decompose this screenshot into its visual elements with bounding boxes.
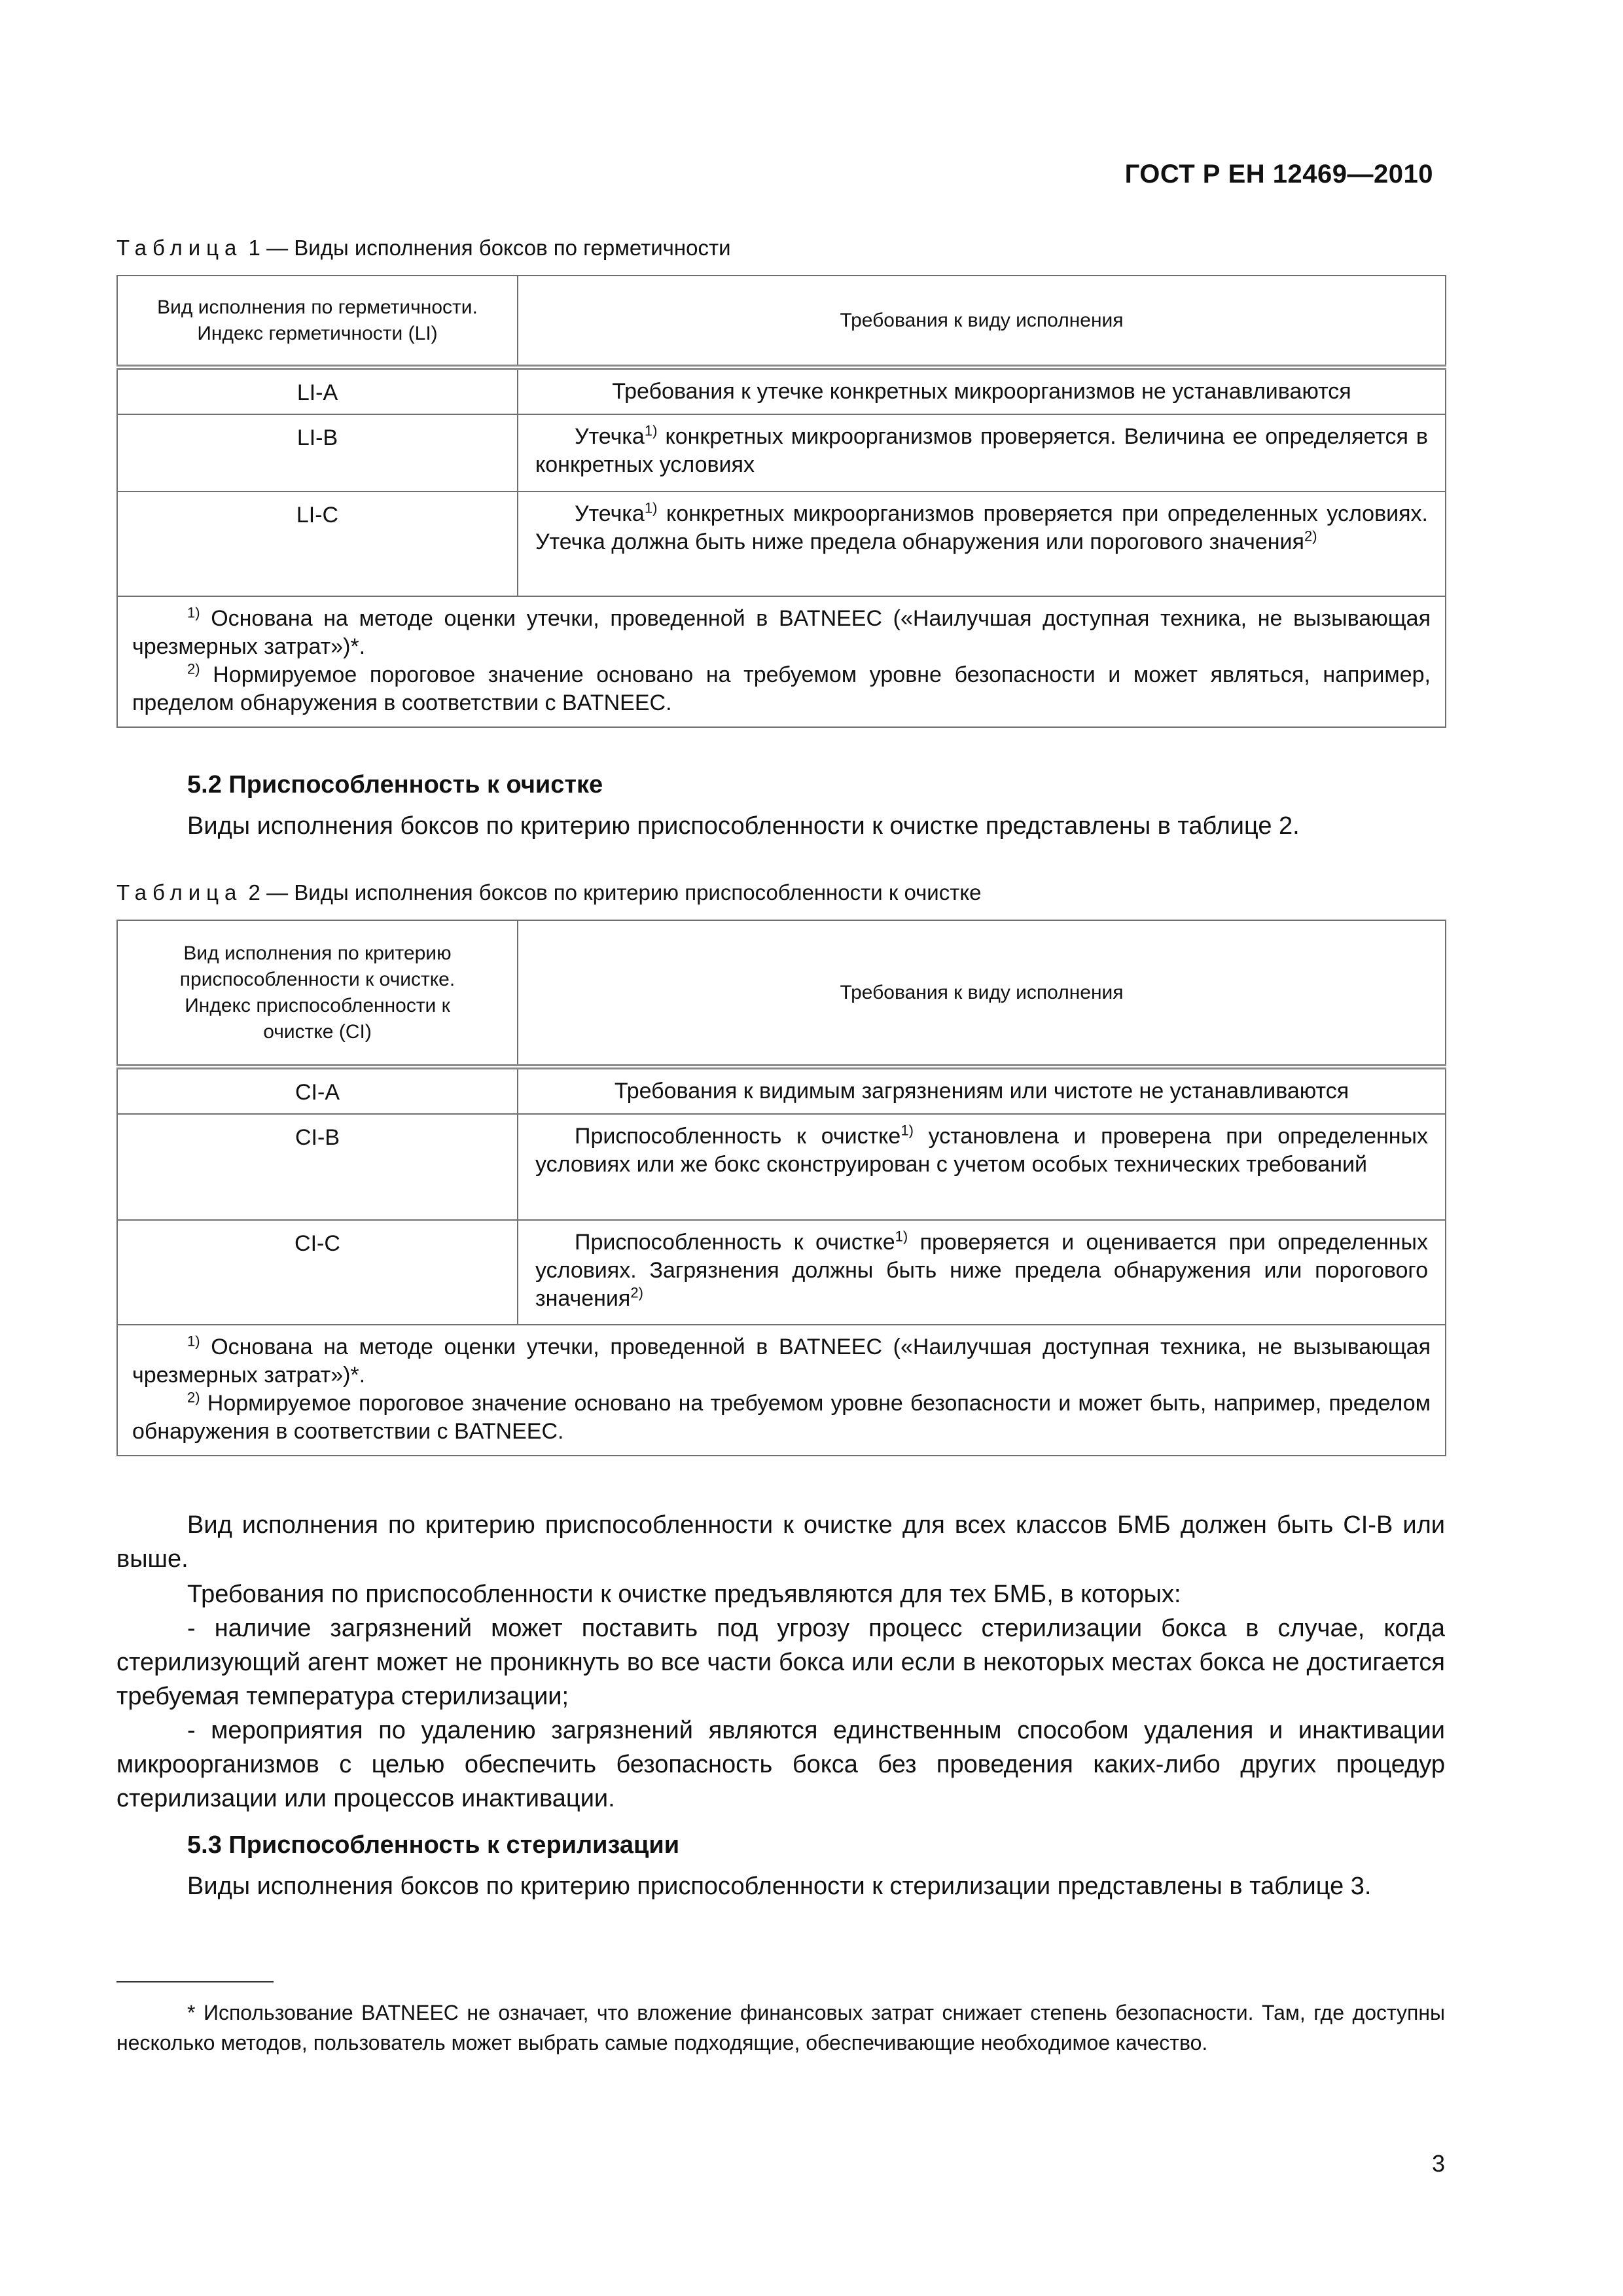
table-row xyxy=(117,1220,1446,1325)
note-text: Основана на методе оценки утечки, проведенной в BATNEEC («Наилучшая доступная техника, не вызывающая чрезмерных затрат»)*. xyxy=(132,606,1431,659)
table1-notes xyxy=(117,596,1446,727)
table-cell-requirement xyxy=(518,1220,1446,1325)
footnote-ref: 1) xyxy=(895,1228,908,1245)
table2-col1-header: Вид исполнения по критерию приспособленности к очистке. Индекс приспособленности к очистке (CI) xyxy=(117,920,518,1067)
table-row xyxy=(117,492,1446,596)
footnote-ref: 1) xyxy=(644,499,658,516)
list-item: - мероприятия по удалению загрязнений являются единственным способом удаления и инактивации микроорганизмов с целью обеспечить безопасность бокса без проведения каких-либо других процедур стерилизации или процессов инактивации. xyxy=(116,1717,1445,1812)
section-5-2-text: Виды исполнения боксов по критерию приспособленности к очистке представлены в таблице 2. xyxy=(187,812,1300,840)
table-cell-requirement: Требования к видимым загрязнениям или чистоте не устанавливаются xyxy=(518,1067,1446,1114)
footnote: * Использование BATNEEC не означает, что вложение финансовых затрат снижает степень безопасности. Там, где доступны несколько методов, пользователь может выбрать самые подходящие, обеспечивающие необходимое качество. xyxy=(116,2001,1445,2054)
table2-notes-row xyxy=(117,1325,1446,1456)
table-cell-requirement xyxy=(518,1114,1446,1220)
requirement-text: Приспособленность к очистке xyxy=(575,1124,901,1149)
table-note xyxy=(132,605,1431,661)
paragraph-requirements-intro: Требования по приспособленности к очистке предъявляются для тех БМБ, в которых: xyxy=(187,1581,1181,1608)
table-note xyxy=(132,1333,1431,1390)
table-cell-requirement xyxy=(518,492,1446,596)
section-5-3-heading: 5.3 Приспособленность к стерилизации xyxy=(187,1831,680,1859)
table-cell-code: LI-B xyxy=(117,414,518,492)
table-note xyxy=(132,1390,1431,1446)
requirement-text: установлена и проверена при определенных условиях или же бокс сконструирован с учетом особых технических требований xyxy=(535,1124,1428,1177)
table-row xyxy=(117,1067,1446,1114)
table1-header-row xyxy=(117,276,1446,367)
table-cell-code: LI-C xyxy=(117,492,518,596)
table-note xyxy=(132,661,1431,717)
table-cell-code: CI-A xyxy=(117,1067,518,1114)
table1 xyxy=(116,275,1446,728)
table-cell-requirement xyxy=(518,414,1446,492)
note-mark: 2) xyxy=(187,660,200,677)
document-code: ГОСТ Р ЕН 12469—2010 xyxy=(1124,160,1433,188)
table-row xyxy=(117,1114,1446,1220)
requirement-text: проверяется и оценивается при определенных условиях. Загрязнения должны быть ниже предела обнаружения или порогового значения xyxy=(535,1230,1428,1311)
table1-col2-header: Требования к виду исполнения xyxy=(518,276,1446,367)
table-cell-code: CI-B xyxy=(117,1114,518,1220)
note-text: Нормируемое пороговое значение основано на требуемом уровне безопасности и может являться, например, пределом обнаружения в соответствии с BATNEEC. xyxy=(132,662,1431,715)
note-mark: 1) xyxy=(187,604,200,621)
list-item: - наличие загрязнений может поставить под угрозу процесс стерилизации бокса в случае, когда стерилизующий агент может не проникнуть во все части бокса или если в некоторых местах бокса не достигается требуемая температура стерилизации; xyxy=(116,1615,1445,1710)
table1-col1-header: Вид исполнения по герметичности. Индекс герметичности (LI) xyxy=(117,276,518,367)
requirement-text: конкретных микроорганизмов проверяется. Величина ее определяется в конкретных условиях xyxy=(535,424,1428,477)
note-text: Основана на методе оценки утечки, проведенной в BATNEEC («Наилучшая доступная техника, не вызывающая чрезмерных затрат»)*. xyxy=(132,1335,1431,1388)
note-mark: 1) xyxy=(187,1333,200,1350)
table2-header-row xyxy=(117,920,1446,1067)
table-cell-requirement: Требования к утечке конкретных микроорганизмов не устанавливаются xyxy=(518,367,1446,414)
table2-col2-header: Требования к виду исполнения xyxy=(518,920,1446,1067)
table2-caption xyxy=(116,880,981,905)
table2-caption-prefix: Таблица xyxy=(116,880,243,905)
table1-caption xyxy=(116,236,731,260)
note-mark: 2) xyxy=(187,1389,200,1406)
requirement-text: Утечка xyxy=(575,501,645,526)
footnote-ref: 2) xyxy=(630,1284,643,1301)
requirement-text: Утечка xyxy=(575,424,645,449)
paragraph-ci-b: Вид исполнения по критерию приспособленности к очистке для всех классов БМБ должен быть CI-B или выше. xyxy=(116,1511,1445,1573)
section-5-3-text: Виды исполнения боксов по критерию приспособленности к стерилизации представлены в таблице 3. xyxy=(187,1873,1372,1900)
table2-caption-text: 2 — Виды исполнения боксов по критерию приспособленности к очистке xyxy=(242,880,982,905)
footnote-ref: 2) xyxy=(1304,528,1317,545)
footnote-divider xyxy=(116,1981,274,1982)
table1-caption-prefix: Таблица xyxy=(116,236,243,260)
page-number: 3 xyxy=(1431,2150,1445,2177)
table-row xyxy=(117,367,1446,414)
table-row xyxy=(117,414,1446,492)
footnote-ref: 1) xyxy=(901,1122,914,1139)
requirement-text: Приспособленность к очистке xyxy=(575,1230,895,1255)
requirement-text: конкретных микроорганизмов проверяется при определенных условиях. Утечка должна быть ниже предела обнаружения или порогового значения xyxy=(535,501,1428,554)
table1-caption-text: 1 — Виды исполнения боксов по герметичности xyxy=(242,236,731,260)
table1-notes-row xyxy=(117,596,1446,727)
table2-notes xyxy=(117,1325,1446,1456)
table-cell-code: LI-A xyxy=(117,367,518,414)
footnote-ref: 1) xyxy=(644,422,658,439)
table-cell-code: CI-C xyxy=(117,1220,518,1325)
table2 xyxy=(116,920,1446,1456)
section-5-2-heading: 5.2 Приспособленность к очистке xyxy=(187,771,603,798)
note-text: Нормируемое пороговое значение основано на требуемом уровне безопасности и может быть, например, пределом обнаружения в соответствии с BATNEEC. xyxy=(132,1391,1431,1444)
